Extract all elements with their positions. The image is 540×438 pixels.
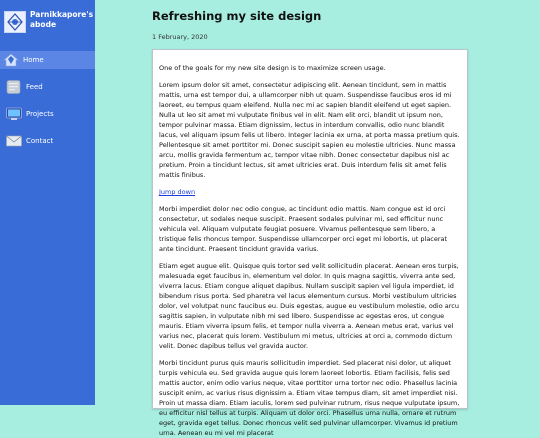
nav-item-projects[interactable] [3, 105, 93, 123]
nav-item-home[interactable] [0, 51, 95, 69]
page-title: Refreshing my site design [152, 9, 322, 23]
site-name: Parnikkapore's abode [30, 10, 94, 29]
intro-paragraph: One of the goals for my new site design is to maximize screen usage. [159, 64, 386, 72]
paragraph-3: Etiam eget augue elit. Quisque quis tortor sed velit sollicitudin placerat. Aenean eros turpis, malesuada eget faucibus in, elementum vel dolor. In quis magna sagittis, viverra ante sed, viverra lacus. Etiam congue aliquet dapibus. Nullam suscipit sapien vel ligula imperdiet, id bibendum risus porta. Sed pharetra vel lacus elementum cursus. Morbi vestibulum ultricies dolor, vel volutpat nunc faucibus eu. Duis egestas, augue eu vestibulum molestie, odio arcu sagittis sapien, in vulputate nibh mi sed libero. Suspendisse ac egestas eros, ut congue mauris. Etiam viverra ipsum felis, et tempor nulla viverra a. Aenean metus erat, varius vel varius nec, placerat quis lorem. Vestibulum mi metus, ultricies at orci a, commodo dictum velit. Donec dapibus tellus vel gravida auctor. [159, 262, 459, 350]
site-logo-icon [4, 11, 26, 33]
projects-icon [6, 107, 22, 121]
contact-icon [6, 134, 22, 148]
site-brand[interactable] [4, 10, 94, 33]
paragraph-1: Lorem ipsum dolor sit amet, consectetur adipiscing elit. Aenean tincidunt, sem in mattis mattis, urna est tempor dui, a ullamcorper nibh ut quam. Suspendisse faucibus eros id mi laoreet, eu tempus quam eleifend. Nulla nec mi ac sapien blandit eleifend ut eget sapien. Nulla ut leo sit amet mi vulputate finibus vel in elit. Nam elit orci, blandit ut ipsum non, tempor pulvinar massa. Etiam dignissim, lectus in interdum convallis, odio nunc blandit lacus, vel aliquam ipsum felis ut libero. Integer lacinia ex urna, at porta massa pretium quis. Pellentesque sit amet porttitor mi. Donec suscipit sapien eu molestie ultricies. Nunc massa arcu, mollis gravida fermentum ac, tempor vitae nibh. Donec consectetur dapibus nisl ac pretium. Proin a tincidunt lectus, sit amet ultricies erat. Duis interdum felis sit amet felis mattis finibus. [159, 81, 460, 179]
jump-down-link[interactable]: Jump down [159, 188, 196, 196]
nav-label-home: Home [23, 56, 44, 64]
post-date: 1 February, 2020 [152, 33, 208, 41]
nav-label-projects: Projects [26, 110, 54, 118]
feed-icon [6, 80, 22, 94]
home-icon [3, 53, 19, 67]
nav-label-contact: Contact [26, 137, 54, 145]
sidebar [0, 0, 95, 405]
paragraph-2: Morbi imperdiet dolor nec odio congue, ac tincidunt odio mattis. Nam congue est id orci consectetur, ut sodales neque suscipit. Praesent sodales pulvinar mi, sed efficitur nunc vehicula vel. Aliquam vulputate feugiat posuere. Vivamus pellentesque sem libero, a tristique felis rhoncus tempor. Suspendisse ullamcorper orci eget mi lobortis, ut placerat ante tincidunt. Praesent tincidunt gravida varius. [159, 205, 448, 253]
nav-item-feed[interactable] [3, 78, 93, 96]
article-card [152, 49, 468, 437]
nav-label-feed: Feed [26, 83, 43, 91]
nav-item-contact[interactable] [3, 132, 93, 150]
paragraph-4: Morbi tincidunt purus quis mauris sollicitudin imperdiet. Sed placerat nisi dolor, ut aliquet turpis vehicula eu. Sed gravida augue quis lorem laoreet lobortis. Etiam facilisis, felis sed mattis auctor, enim odio varius neque, vitae porttitor urna tortor nec odio. Phasellus lacinia suscipit enim, ac varius risus dignissim a. Etiam vitae tempus diam, sit amet imperdiet nisi. Proin ut massa diam. Etiam iaculis, lorem sed pulvinar rutrum, risus neque vulputate ipsum, eu efficitur nisl tellus at turpis. Aliquam ut dolor orci. Phasellus urna nulla, ornare et rutrum eget, gravida eget tellus. Donec rhoncus velit sed pulvinar ullamcorper. Vivamus id pretium urna. Aenean eu mi vel mi placerat [159, 359, 460, 437]
